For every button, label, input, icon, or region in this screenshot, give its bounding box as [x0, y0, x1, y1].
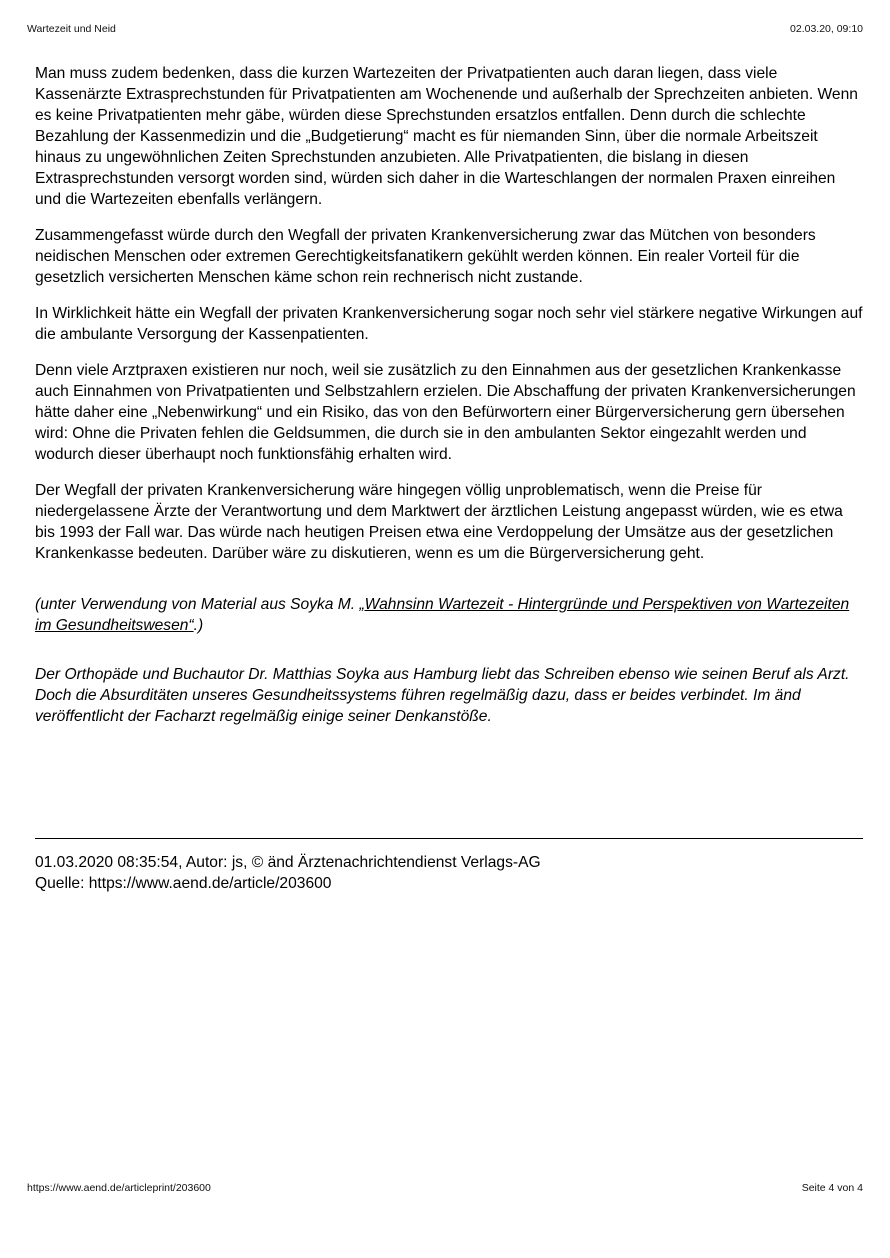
print-header [27, 23, 863, 35]
print-header-datetime: 02.03.20, 09:10 [790, 23, 863, 35]
article-meta [35, 852, 541, 894]
article-body [35, 63, 863, 742]
source-note-prefix: (unter Verwendung von Material aus Soyka M. [35, 596, 360, 613]
meta-source: Quelle: https://www.aend.de/article/203600 [35, 875, 332, 892]
source-note [35, 594, 863, 636]
article-paragraph: Zusammengefasst würde durch den Wegfall der privaten Krankenversicherung zwar das Mütchen von besonders neidischen Menschen oder extremen Gerechtigkeitsfanatikern gekühlt werden können. Ein realer Vorteil für die gesetzlich versicherten Menschen käme schon rein rechnerisch nicht zustande. [35, 227, 816, 286]
divider [35, 838, 863, 839]
author-bio: Der Orthopäde und Buchautor Dr. Matthias Soyka aus Hamburg liebt das Schreiben ebenso wie seinen Beruf als Arzt. Doch die Absurditäten unseres Gesundheitssystems führen regelmäßig dazu, dass er beides verbindet. Im änd veröffentlicht der Facharzt regelmäßig einige seiner Denkanstöße. [35, 666, 850, 725]
print-footer [27, 1182, 863, 1194]
page-number: Seite 4 von 4 [801, 1182, 863, 1194]
book-link[interactable]: „Wahnsinn Wartezeit - Hintergründe und Perspektiven von Wartezeiten im Gesundheitswesen“ [35, 596, 850, 634]
print-header-title: Wartezeit und Neid [27, 23, 116, 35]
article-paragraph: Man muss zudem bedenken, dass die kurzen Wartezeiten der Privatpatienten auch daran liegen, dass viele Kassenärzte Extrasprechstunden für Privatpatienten am Wochenende und außerhalb der Sprechzeiten anbieten. Wenn es keine Privatpatienten mehr gäbe, würden diese Sprechstunden ersatzlos entfallen. Denn durch die schlechte Bezahlung der Kassenmedizin und die „Budgetierung“ macht es für niemanden Sinn, über die normale Arbeitszeit hinaus zu ungewöhnlichen Zeiten Sprechstunden anzubieten. Alle Privatpatienten, die bislang in diesen Extrasprechstunden versorgt worden sind, würden sich daher in die Warteschlangen der normalen Praxen einreihen und die Wartezeiten ebenfalls verlängern. [35, 65, 858, 208]
article-paragraph: In Wirklichkeit hätte ein Wegfall der privaten Krankenversicherung sogar noch sehr viel stärkere negative Wirkungen auf die ambulante Versorgung der Kassenpatienten. [35, 305, 863, 343]
source-note-suffix: .) [193, 617, 204, 634]
article-paragraph: Denn viele Arztpraxen existieren nur noch, weil sie zusätzlich zu den Einnahmen aus der gesetzlichen Krankenkasse auch Einnahmen von Privatpatienten und Selbstzahlern erzielen. Die Abschaffung der privaten Krankenversicherungen hätte daher eine „Nebenwirkung“ und ein Risiko, das von den Befürwortern einer Bürgerversicherung gern übersehen wird: Ohne die Privaten fehlen die Geldsummen, die durch sie in den ambulanten Sektor eingezahlt werden und wodurch dieser überhaupt noch funktionsfähig erhalten wird. [35, 362, 856, 463]
print-footer-url: https://www.aend.de/articleprint/203600 [27, 1182, 211, 1194]
article-paragraph: Der Wegfall der privaten Krankenversicherung wäre hingegen völlig unproblematisch, wenn die Preise für niedergelassene Ärzte der Verantwortung und dem Marktwert der ärztlichen Leistung angepasst würden, wie es etwa bis 1993 der Fall war. Das würde nach heutigen Preisen etwa eine Verdoppelung der Umsätze aus der gesetzlichen Krankenkasse bedeuten. Darüber wäre zu diskutieren, wenn es um die Bürgerversicherung geht. [35, 482, 843, 562]
meta-date-author: 01.03.2020 08:35:54, Autor: js, © änd Ärztenachrichtendienst Verlags-AG [35, 854, 541, 871]
